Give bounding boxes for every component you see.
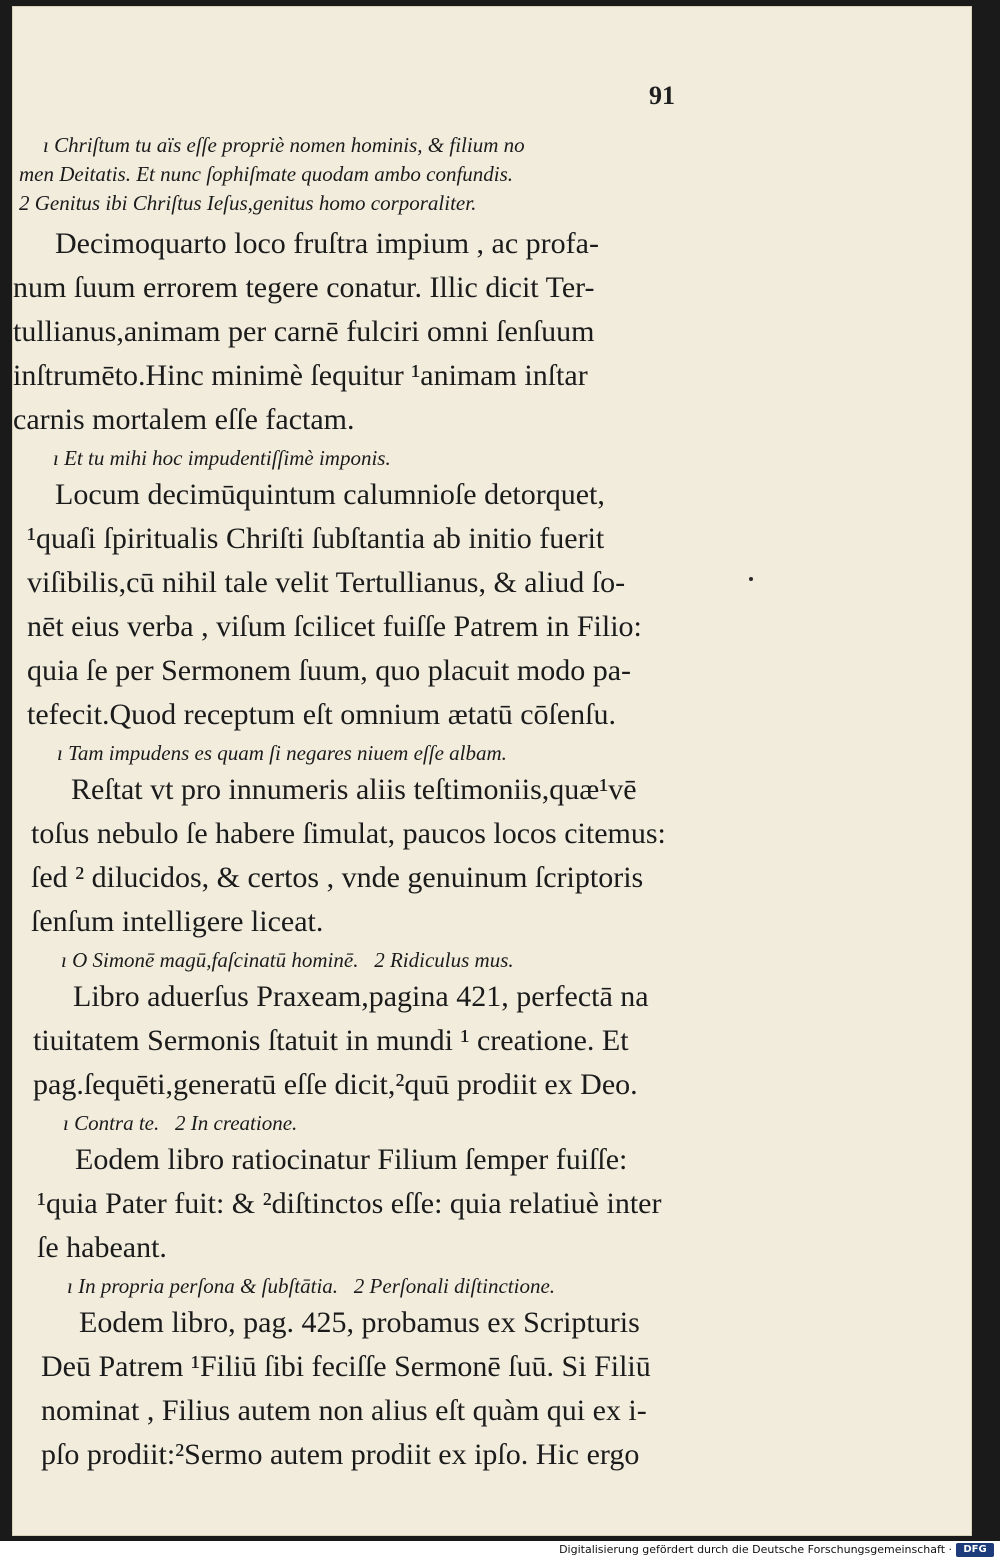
para-line: ſenſum intelligere liceat. (31, 905, 324, 938)
note-line: men Deitatis. Et nunc ſophiſmate quodam ambo confundis. (19, 162, 514, 186)
para-line: pag.ſequēti,generatū eſſe dicit,²quū prodiit ex Deo. (33, 1068, 638, 1101)
footnote-group-4 (13, 946, 713, 975)
para-line: carnis mortalem eſſe factam. (13, 403, 355, 436)
footnote-group-3 (13, 739, 713, 768)
footnote-group-5 (13, 1109, 713, 1138)
para-line: inſtrumēto.Hinc minimè ſequitur ¹animam inſtar (13, 359, 588, 392)
note-line: ı Tam impudens es quam ſi negares niuem eſſe albam. (57, 741, 507, 765)
footer-bar (0, 1541, 1000, 1560)
para-line: num ſuum errorem tegere conatur. Illic dicit Ter- (13, 271, 595, 304)
para-line: tiuitatem Sermonis ſtatuit in mundi ¹ creatione. Et (33, 1024, 629, 1057)
para-line: ¹quia Pater fuit: & ²diſtinctos eſſe: quia relatiuè inter (37, 1187, 662, 1220)
para-line: quia ſe per Sermonem ſuum, quo placuit modo pa- (27, 654, 632, 687)
para-line: Eodem libro, pag. 425, probamus ex Scripturis (79, 1306, 640, 1339)
footnote-group-6 (13, 1272, 713, 1301)
para-line: nominat , Filius autem non alius eſt quàm qui ex i- (41, 1394, 647, 1427)
para-line: Eodem libro ratiocinatur Filium ſemper fuiſſe: (75, 1143, 628, 1176)
para-line: Reſtat vt pro innumeris aliis teſtimoniis,quæ¹vē (71, 773, 637, 806)
paragraph-5 (13, 1138, 713, 1270)
paragraph-1 (13, 222, 713, 442)
para-line: Locum decimūquintum calumnioſe detorquet, (55, 478, 605, 511)
funding-credit: Digitalisierung gefördert durch die Deutsche Forschungsgemeinschaft · (559, 1543, 952, 1556)
document-page (12, 6, 972, 1536)
para-line: Decimoquarto loco fruſtra impium , ac profa- (55, 227, 599, 260)
paper-speck (749, 577, 753, 581)
para-line: ſe habeant. (37, 1231, 167, 1264)
para-line: toſus nebulo ſe habere ſimulat, paucos locos citemus: (31, 817, 666, 850)
para-line: viſibilis,cū nihil tale velit Tertullianus, & aliud ſo- (27, 566, 626, 599)
paragraph-4 (13, 975, 713, 1107)
paragraph-3 (13, 768, 713, 944)
note-line: ı Contra te. 2 In creatione. (63, 1111, 298, 1135)
dfg-logo-icon: DFG (956, 1543, 994, 1557)
para-line: ſed ² dilucidos, & certos , vnde genuinum ſcriptoris (31, 861, 644, 894)
note-line: ı Chriſtum tu aïs eſſe propriè nomen hominis, & filium no (43, 133, 525, 157)
note-line: 2 Genitus ibi Chriſtus Ieſus,genitus homo corporaliter. (19, 191, 477, 215)
paragraph-6 (13, 1301, 713, 1477)
para-line: ¹quaſi ſpiritualis Chriſti ſubſtantia ab initio fuerit (27, 522, 605, 555)
page-number: 91 (649, 81, 675, 110)
para-line: tefecit.Quod receptum eſt omnium ætatū cōſenſu. (27, 698, 616, 731)
para-line: nēt eius verba , viſum ſcilicet fuiſſe Patrem in Filio: (27, 610, 642, 643)
para-line: Deū Patrem ¹Filiū ſibi feciſſe Sermonē ſuū. Si Filiū (41, 1350, 651, 1383)
note-line: ı O Simonē magū,faſcinatū hominē. 2 Ridiculus mus. (61, 948, 514, 972)
para-line: tullianus,animam per carnē fulciri omni ſenſuum (13, 315, 595, 348)
footnote-group-1 (13, 131, 713, 218)
note-line: ı Et tu mihi hoc impudentiſſimè imponis. (53, 446, 391, 470)
text-block (13, 121, 713, 1477)
note-line: ı In propria perſona & ſubſtātia. 2 Perſonali diſtinctione. (67, 1274, 556, 1298)
paragraph-2 (13, 473, 713, 737)
para-line: pſo prodiit:²Sermo autem prodiit ex ipſo. Hic ergo (41, 1438, 640, 1471)
footnote-group-2 (13, 444, 713, 473)
para-line: Libro aduerſus Praxeam,pagina 421, perfectā na (73, 980, 649, 1013)
